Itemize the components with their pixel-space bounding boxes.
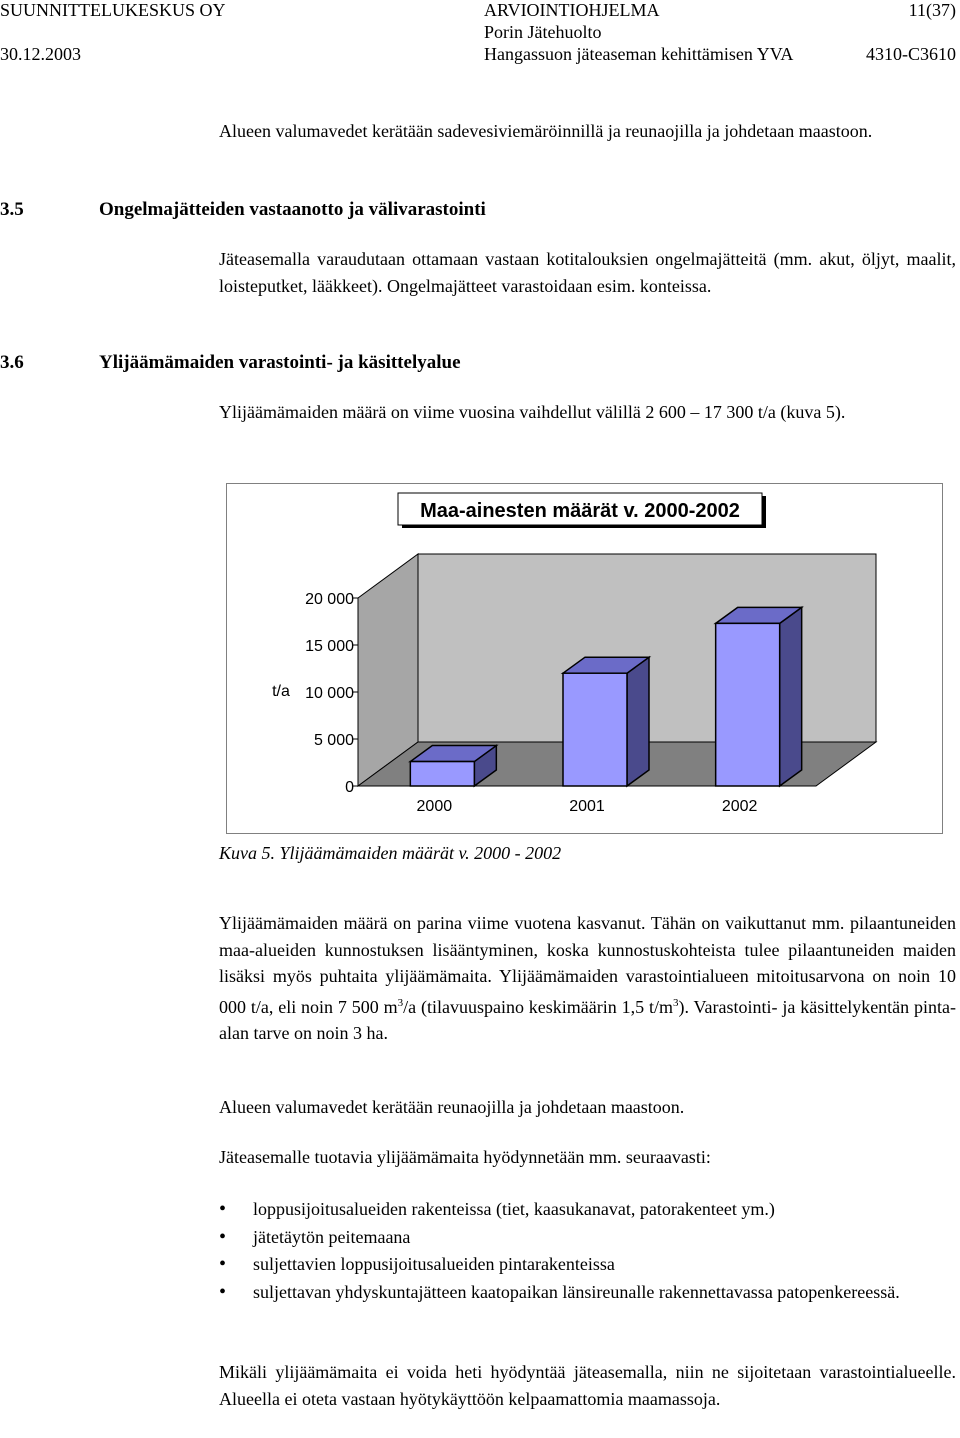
chart-x-tick-label: 2002 [721, 798, 758, 815]
header-page-number: 11(37) [908, 0, 956, 20]
section-3-5-paragraph: Jäteasemalla varaudutaan ottamaan vastaan kotitalouksien ongelmajätteitä (mm. akut, öljyt, maalit, loisteputket, lääkkeet). Ongelmajätteet varastoidaan esim. konteissa. [219, 249, 956, 296]
section-3-6-paragraph-2 [219, 910, 956, 1047]
chart-y-tick-label: 0 [345, 779, 354, 796]
chart-y-tick-label: 15 000 [305, 638, 354, 655]
figure-caption: Kuva 5. Ylijäämämaiden määrät v. 2000 - 2002 [219, 843, 562, 863]
header-client: Porin Jätehuolto [484, 22, 602, 42]
header-company: SUUNNITTELUKESKUS OY [0, 0, 226, 20]
chart-y-tick-label: 20 000 [305, 591, 354, 608]
superscript-3: 3 [673, 996, 679, 1009]
para2-part-c: ). Varastointi- ja käsittelykentän pinta-alan tarve on noin 3 ha. [219, 996, 957, 1043]
section-3-6-paragraph-4: Jäteasemalle tuotavia ylijäämämaita hyödynnetään mm. seuraavasti: [219, 1147, 711, 1167]
header-doc-type: ARVIOINTIOHJELMA [484, 0, 660, 20]
superscript-3: 3 [397, 996, 404, 1009]
chart-y-tick-label: 10 000 [305, 685, 354, 702]
para2-part-b: /a (tilavuuspaino keskimäärin 1,5 t/m [403, 996, 673, 1017]
chart-x-tick-label: 2000 [416, 798, 453, 815]
section-3-6-title: Ylijäämämaiden varastointi- ja käsittelyalue [99, 352, 461, 373]
chart-y-tick-label: 5 000 [313, 732, 354, 749]
section-3-5-title: Ongelmajätteiden vastaanotto ja välivarastointi [99, 199, 486, 220]
chart-ylijaamamaat [226, 483, 944, 835]
list-item: • suljettavan yhdyskuntajätteen kaatopaikan länsireunalle rakennettavassa patopenkereessä. [219, 1279, 956, 1307]
usage-list [219, 1196, 956, 1306]
header-project: Hangassuon jäteaseman kehittämisen YVA [484, 44, 794, 64]
list-item: • jätetäytön peitemaana [219, 1224, 956, 1252]
chart-x-tick-label: 2001 [569, 798, 605, 815]
section-3-6-paragraph-3: Alueen valumavedet kerätään reunaojilla ja johdetaan maastoon. [219, 1097, 685, 1117]
chart-y-axis-label: t/a [272, 683, 290, 700]
list-item: • suljettavien loppusijoitusalueiden pintarakenteissa [219, 1251, 956, 1279]
chart-bar-2001 [563, 657, 649, 786]
intro-paragraph: Alueen valumavedet kerätään sadevesiviemäröinnillä ja reunaojilla ja johdetaan maastoon. [219, 121, 873, 141]
header-date: 30.12.2003 [0, 44, 81, 64]
section-3-5-number: 3.5 [0, 199, 24, 220]
section-3-6-paragraph: Ylijäämämaiden määrä on viime vuosina vaihdellut välillä 2 600 – 17 300 t/a (kuva 5). [219, 402, 846, 422]
list-item: • loppusijoitusalueiden rakenteissa (tiet, kaasukanavat, patorakenteet ym.) [219, 1196, 956, 1224]
chart-title: Maa-ainesten määrät v. 2000-2002 [420, 500, 740, 522]
header-project-code: 4310-C3610 [866, 44, 956, 64]
section-3-6-number: 3.6 [0, 352, 24, 373]
section-3-6-paragraph-5: Mikäli ylijäämämaita ei voida heti hyödyntää jäteasemalla, niin ne sijoitetaan varastointialueelle. Alueella ei oteta vastaan hyötykäyttöön kelpaamattomia maamassoja. [219, 1362, 956, 1409]
chart-bar-2000 [410, 746, 496, 786]
para2-part-a: Ylijäämämaiden määrä on parina viime vuotena kasvanut. Tähän on vaikuttanut mm. pilaantuneiden maa-alueiden kunnostuksen lisääntyminen, koska kunnostuskohteista tulee pilaantuneiden maiden lisäksi myös puhtaita ylijäämämaita. Ylijäämämaiden varastointialueen mitoitusarvona on noin 10 000 t/a, eli noin 7 500 m [219, 913, 956, 1017]
chart-bar-2002 [716, 607, 802, 786]
